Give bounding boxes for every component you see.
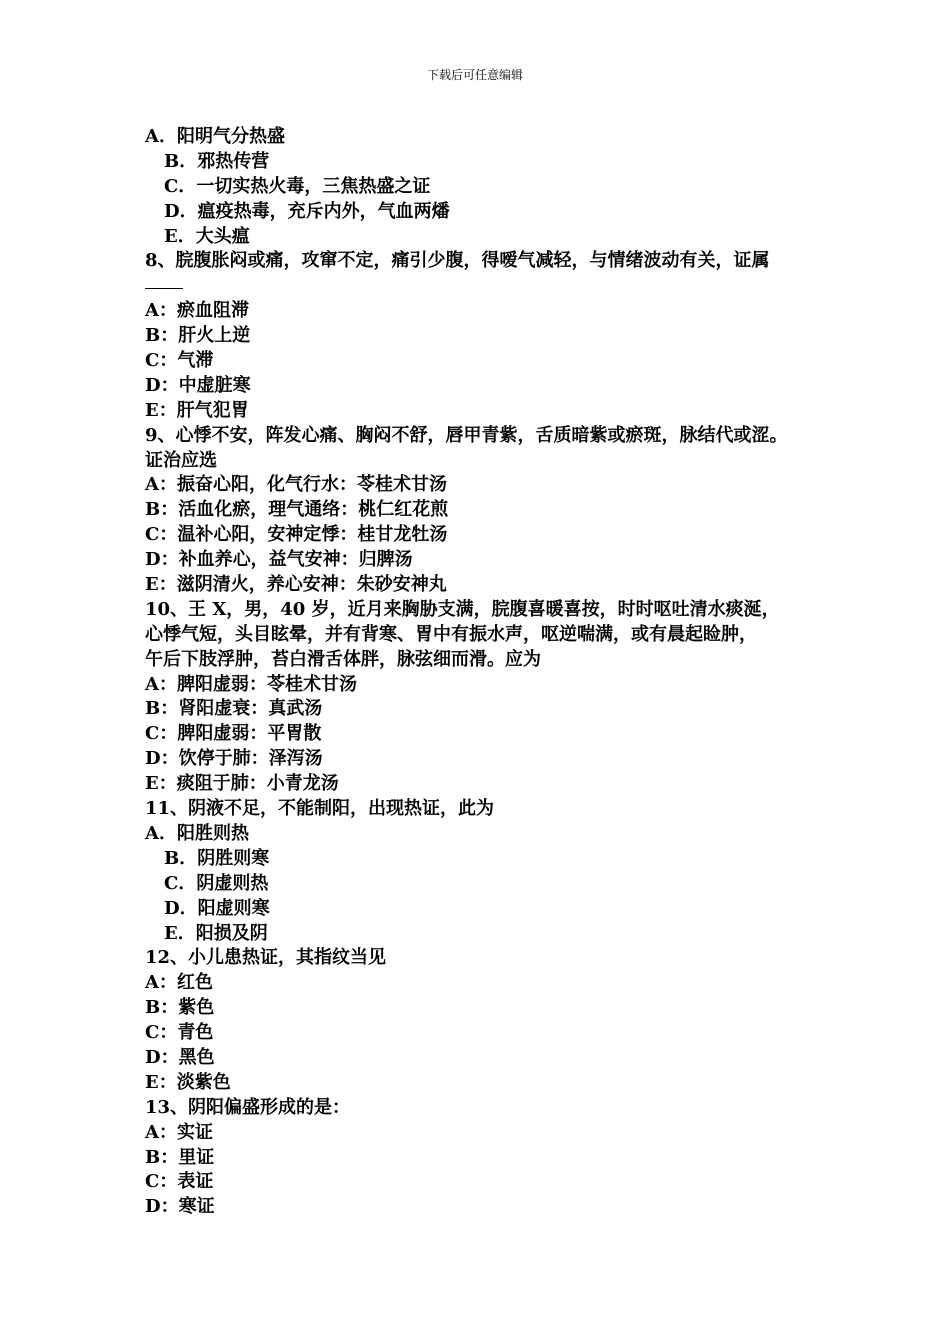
text-line: D．阳虚则寒 bbox=[164, 897, 270, 919]
text-line: B：紫色 bbox=[145, 997, 215, 1019]
text-line: D：黑色 bbox=[145, 1046, 215, 1068]
text-line: 证治应选 bbox=[145, 449, 217, 471]
question-line: 8、脘腹胀闷或痛，攻窜不定，痛引少腹，得嗳气减轻，与情绪波动有关，证属 bbox=[145, 250, 770, 272]
question-line: 10、王 X，男，40 岁，近月来胸胁支满，脘腹喜暖喜按，时时呕吐清水痰涎， bbox=[145, 598, 780, 620]
text-line: A：红色 bbox=[145, 972, 213, 994]
text-line: B：肝火上逆 bbox=[145, 325, 251, 347]
text-line: D．瘟疫热毒，充斥内外，气血两燔 bbox=[164, 200, 450, 222]
text-line: B．阴胜则寒 bbox=[164, 847, 270, 869]
question-line: 13、阴阳偏盛形成的是： bbox=[145, 1096, 351, 1118]
text-line: A：实证 bbox=[145, 1121, 213, 1143]
text-line: C：表证 bbox=[145, 1171, 214, 1193]
text-line: D：寒证 bbox=[145, 1196, 215, 1218]
text-line: C．阴虚则热 bbox=[164, 872, 269, 894]
text-line: B：里证 bbox=[145, 1146, 215, 1168]
text-line: C：气滞 bbox=[145, 350, 214, 372]
text-line: B．邪热传营 bbox=[164, 150, 270, 172]
text-line: B：活血化瘀，理气通络：桃仁红花煎 bbox=[145, 499, 449, 521]
text-line: D：中虚脏寒 bbox=[145, 374, 251, 396]
text-line: 午后下肢浮肿，苔白滑舌体胖，脉弦细而滑。应为 bbox=[145, 648, 541, 670]
page-header: 下载后可任意编辑 bbox=[426, 68, 523, 82]
text-line: E：淡紫色 bbox=[145, 1071, 231, 1093]
answer-blank bbox=[145, 274, 183, 289]
text-line: D：补血养心，益气安神：归脾汤 bbox=[145, 549, 413, 571]
text-line: E：痰阻于肺：小青龙汤 bbox=[145, 773, 339, 795]
text-line: A：脾阳虚弱：苓桂术甘汤 bbox=[145, 673, 357, 695]
text-line: A：振奋心阳，化气行水：苓桂术甘汤 bbox=[145, 474, 447, 496]
text-line: B：肾阳虚衰：真武汤 bbox=[145, 698, 323, 720]
text-line: A．阳明气分热盛 bbox=[145, 126, 285, 147]
text-line: E：滋阴清火，养心安神：朱砂安神丸 bbox=[145, 574, 447, 596]
question-line: 11、阴液不足，不能制阳，出现热证，此为 bbox=[145, 798, 495, 820]
text-line: C．一切实热火毒，三焦热盛之证 bbox=[164, 175, 431, 197]
text-line: C：青色 bbox=[145, 1022, 214, 1044]
text-line: C：温补心阳，安神定悸：桂甘龙牡汤 bbox=[145, 524, 448, 546]
answer-blank-line bbox=[145, 274, 835, 299]
text-line: C：脾阳虚弱：平胃散 bbox=[145, 723, 322, 745]
question-line: 9、心悸不安，阵发心痛、胸闷不舒，唇甲青紫，舌质暗紫或瘀斑，脉结代或涩。 bbox=[145, 424, 788, 446]
text-line: E：肝气犯胃 bbox=[145, 399, 249, 421]
text-line: D：饮停于肺：泽泻汤 bbox=[145, 748, 323, 770]
text-line: E．阳损及阴 bbox=[164, 922, 268, 944]
question-line: 12、小儿患热证，其指纹当见 bbox=[145, 947, 387, 969]
text-line: A．阳胜则热 bbox=[145, 822, 249, 844]
text-line: E．大头瘟 bbox=[164, 225, 250, 247]
document-body bbox=[145, 125, 835, 1220]
text-line: 心悸气短，头目眩晕，并有背寒、胃中有振水声，呕逆喘满，或有晨起睑肿， bbox=[145, 623, 757, 645]
text-line: A：瘀血阻滞 bbox=[145, 300, 249, 322]
